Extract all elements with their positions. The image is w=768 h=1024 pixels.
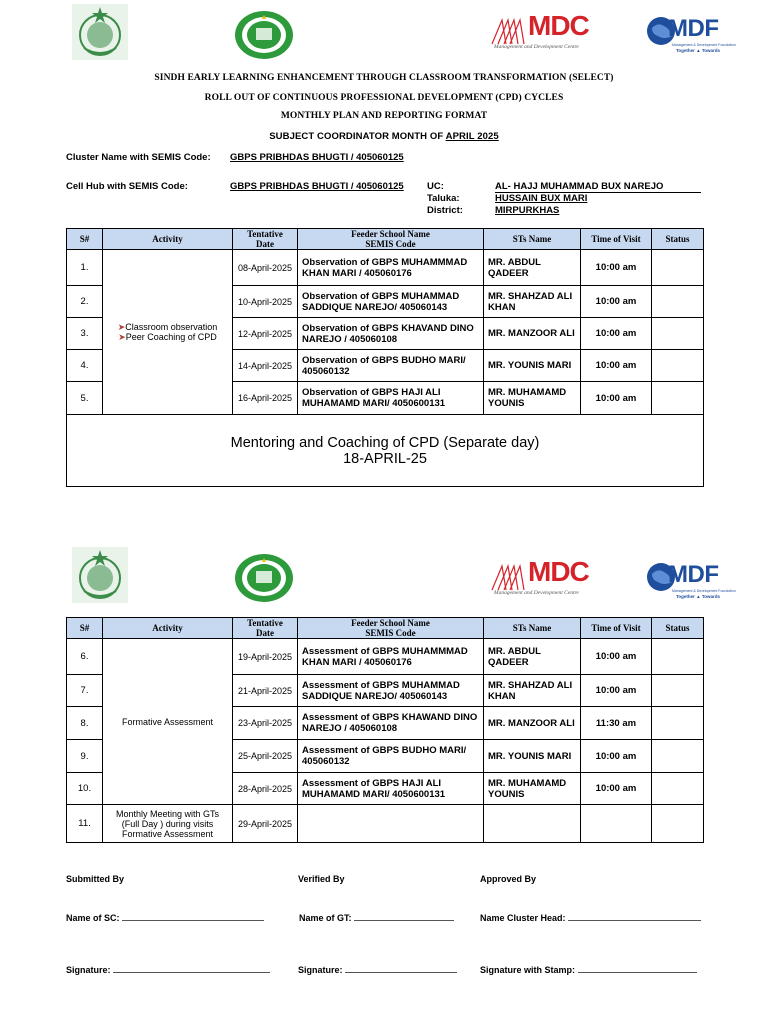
signature-gt-field: Signature: xyxy=(298,963,457,975)
table-row xyxy=(67,250,704,286)
uc-value: AL- HAJJ MUHAMMAD BUX NAREJO xyxy=(495,181,701,193)
row-status xyxy=(652,382,704,415)
row-feeder: Assessment of GBPS BUDHO MARI/ 405060132 xyxy=(298,740,484,773)
row-date: 21-April-2025 xyxy=(233,675,298,707)
signature-sc-field: Signature: xyxy=(66,963,270,975)
education-dept-logo xyxy=(234,10,294,65)
sindh-govt-seal-logo xyxy=(72,4,128,65)
row-sts: MR. SHAHZAD ALI KHAN xyxy=(484,286,581,318)
row-time: 10:00 am xyxy=(581,250,652,286)
row-date: 23-April-2025 xyxy=(233,707,298,740)
district-value: MIRPURKHAS xyxy=(495,205,560,216)
row-status xyxy=(652,740,704,773)
row-date: 10-April-2025 xyxy=(233,286,298,318)
cellhub-label: Cell Hub with SEMIS Code: xyxy=(66,181,188,192)
mentoring-row xyxy=(67,415,704,487)
row-sno: 10. xyxy=(67,773,103,805)
row-date: 25-April-2025 xyxy=(233,740,298,773)
name-sc-field: Name of SC: xyxy=(66,911,264,923)
col-date-header: Tentative Date xyxy=(233,229,298,250)
activity-cell: Monthly Meeting with GTs (Full Day ) during visits Formative Assessment xyxy=(103,805,233,843)
mdf-logo-subtitle: Management & Development Foundation xyxy=(672,43,736,47)
row-sts: MR. MUHAMAMD YOUNIS xyxy=(484,773,581,805)
row-feeder: Observation of GBPS KHAVAND DINO NAREJO / 405060108 xyxy=(298,318,484,350)
verified-by-label: Verified By xyxy=(298,874,345,884)
taluka-value: HUSSAIN BUX MARI xyxy=(495,193,588,204)
row-feeder xyxy=(298,805,484,843)
col-sno-header: S# xyxy=(67,229,103,250)
header-cpd-title: ROLL OUT OF CONTINUOUS PROFESSIONAL DEVELOPMENT (CPD) CYCLES xyxy=(204,93,564,103)
table-header-row xyxy=(67,229,704,250)
row-date: 16-April-2025 xyxy=(233,382,298,415)
row-status xyxy=(652,675,704,707)
col-feeder-header: Feeder School Name SEMIS Code xyxy=(298,229,484,250)
row-time: 10:00 am xyxy=(581,286,652,318)
row-feeder: Assessment of GBPS MUHAMMAD SADDIQUE NAREJO/ 405060143 xyxy=(298,675,484,707)
row-sno: 9. xyxy=(67,740,103,773)
cellhub-value: GBPS PRIBHDAS BHUGTI / 405060125 xyxy=(230,181,404,192)
mentoring-date: 18-APRIL-25 xyxy=(343,450,427,467)
row-status xyxy=(652,707,704,740)
row-time: 10:00 am xyxy=(581,740,652,773)
row-sts: MR. ABDUL QADEER xyxy=(484,250,581,286)
row-sno: 6. xyxy=(67,639,103,675)
row-time: 11:30 am xyxy=(581,707,652,740)
mdf-logo-subtitle: Management & Development Foundation xyxy=(672,589,736,593)
monthly-plan-table-1 xyxy=(66,228,704,487)
monthly-plan-table-2 xyxy=(66,617,704,843)
mdc-logo-text: MDC xyxy=(528,556,589,587)
row-feeder: Assessment of GBPS MUHAMMMAD KHAN MARI / 405060176 xyxy=(298,639,484,675)
col-status-header: Status xyxy=(652,618,704,639)
signature-stamp-field: Signature with Stamp: xyxy=(480,963,697,975)
name-gt-field: Name of GT: xyxy=(299,911,454,923)
row-sno: 3. xyxy=(67,318,103,350)
col-sts-header: STs Name xyxy=(484,618,581,639)
taluka-label: Taluka: xyxy=(427,193,460,204)
mdf-logo-tagline: Together ▲ Towards xyxy=(676,48,721,53)
row-time xyxy=(581,805,652,843)
col-feeder-header: Feeder School Name SEMIS Code xyxy=(298,618,484,639)
col-sno-header: S# xyxy=(67,618,103,639)
row-date: 28-April-2025 xyxy=(233,773,298,805)
row-feeder: Observation of GBPS MUHAMMAD SADDIQUE NAREJO/ 405060143 xyxy=(298,286,484,318)
mdc-logo-text: MDC xyxy=(528,10,589,41)
row-time: 10:00 am xyxy=(581,382,652,415)
row-feeder: Observation of GBPS MUHAMMMAD KHAN MARI / 405060176 xyxy=(298,250,484,286)
mdf-logo-text: MDF xyxy=(668,15,719,42)
header-format-title: MONTHLY PLAN AND REPORTING FORMAT xyxy=(280,111,488,121)
row-feeder: Assessment of GBPS KHAWAND DINO NAREJO / 405060108 xyxy=(298,707,484,740)
row-sno: 8. xyxy=(67,707,103,740)
name-cluster-head-field: Name Cluster Head: xyxy=(480,911,701,923)
row-sno: 11. xyxy=(67,805,103,843)
col-sts-header: STs Name xyxy=(484,229,581,250)
uc-label: UC: xyxy=(427,181,444,192)
row-sno: 7. xyxy=(67,675,103,707)
row-sts: MR. MUHAMAMD YOUNIS xyxy=(484,382,581,415)
row-sts: MR. YOUNIS MARI xyxy=(484,740,581,773)
row-sno: 2. xyxy=(67,286,103,318)
row-status xyxy=(652,286,704,318)
row-sno: 5. xyxy=(67,382,103,415)
approved-by-label: Approved By xyxy=(480,874,537,884)
mdf-logo-tagline: Together ▲ Towards xyxy=(676,594,721,599)
row-status xyxy=(652,250,704,286)
row-feeder: Observation of GBPS HAJI ALI MUHAMAMD MARI/ 4050600131 xyxy=(298,382,484,415)
row-time: 10:00 am xyxy=(581,318,652,350)
col-time-header: Time of Visit xyxy=(581,229,652,250)
bullet-arrow-icon: ➤ xyxy=(118,332,126,342)
mdf-logo xyxy=(646,560,736,606)
mentoring-title: Mentoring and Coaching of CPD (Separate day) xyxy=(230,434,540,451)
sindh-govt-seal-logo xyxy=(72,547,128,608)
row-date: 14-April-2025 xyxy=(233,350,298,382)
mentoring-cell xyxy=(67,415,704,487)
bullet-arrow-icon: ➤ xyxy=(117,322,126,332)
header-month-value: APRIL 2025 xyxy=(445,131,499,142)
header-program-title: SINDH EARLY LEARNING ENHANCEMENT THROUGH CLASSROOM TRANSFORMATION (SELECT) xyxy=(154,73,614,83)
row-status xyxy=(652,318,704,350)
cluster-label: Cluster Name with SEMIS Code: xyxy=(66,152,211,163)
education-dept-logo xyxy=(234,553,294,608)
row-sts: MR. YOUNIS MARI xyxy=(484,350,581,382)
cluster-value: GBPS PRIBHDAS BHUGTI / 405060125 xyxy=(230,152,404,163)
table-row xyxy=(67,805,704,843)
row-status xyxy=(652,350,704,382)
col-date-header: Tentative Date xyxy=(233,618,298,639)
activity-cell: Formative Assessment xyxy=(103,639,233,805)
row-status xyxy=(652,773,704,805)
row-sts: MR. MANZOOR ALI xyxy=(484,318,581,350)
row-date: 19-April-2025 xyxy=(233,639,298,675)
header-month-prefix: SUBJECT COORDINATOR MONTH OF xyxy=(269,131,446,142)
mdc-logo-subtitle: Management and Development Centre xyxy=(494,44,579,50)
col-activity-header: Activity xyxy=(103,229,233,250)
row-sts: MR. MANZOOR ALI xyxy=(484,707,581,740)
activity-cell: ➤Classroom observation ➤Peer Coaching of CPD xyxy=(103,250,233,415)
submitted-by-label: Submitted By xyxy=(66,874,125,884)
mdf-logo-text: MDF xyxy=(668,561,719,588)
mdf-logo xyxy=(646,14,736,60)
row-sts: MR. ABDUL QADEER xyxy=(484,639,581,675)
mdc-logo xyxy=(488,10,589,60)
row-sts: MR. SHAHZAD ALI KHAN xyxy=(484,675,581,707)
col-time-header: Time of Visit xyxy=(581,618,652,639)
col-activity-header: Activity xyxy=(103,618,233,639)
mdc-logo xyxy=(488,556,589,606)
row-time: 10:00 am xyxy=(581,773,652,805)
row-time: 10:00 am xyxy=(581,675,652,707)
row-date: 29-April-2025 xyxy=(233,805,298,843)
row-time: 10:00 am xyxy=(581,350,652,382)
row-sts xyxy=(484,805,581,843)
row-date: 08-April-2025 xyxy=(233,250,298,286)
row-sno: 1. xyxy=(67,250,103,286)
row-date: 12-April-2025 xyxy=(233,318,298,350)
header-month-line xyxy=(0,131,768,142)
row-status xyxy=(652,639,704,675)
district-label: District: xyxy=(427,205,463,216)
col-status-header: Status xyxy=(652,229,704,250)
row-sno: 4. xyxy=(67,350,103,382)
row-feeder: Assessment of GBPS HAJI ALI MUHAMAMD MARI/ 4050600131 xyxy=(298,773,484,805)
mdc-logo-subtitle: Management and Development Centre xyxy=(494,590,579,596)
table-header-row xyxy=(67,618,704,639)
table-row xyxy=(67,639,704,675)
row-feeder: Observation of GBPS BUDHO MARI/ 405060132 xyxy=(298,350,484,382)
row-time: 10:00 am xyxy=(581,639,652,675)
row-status xyxy=(652,805,704,843)
